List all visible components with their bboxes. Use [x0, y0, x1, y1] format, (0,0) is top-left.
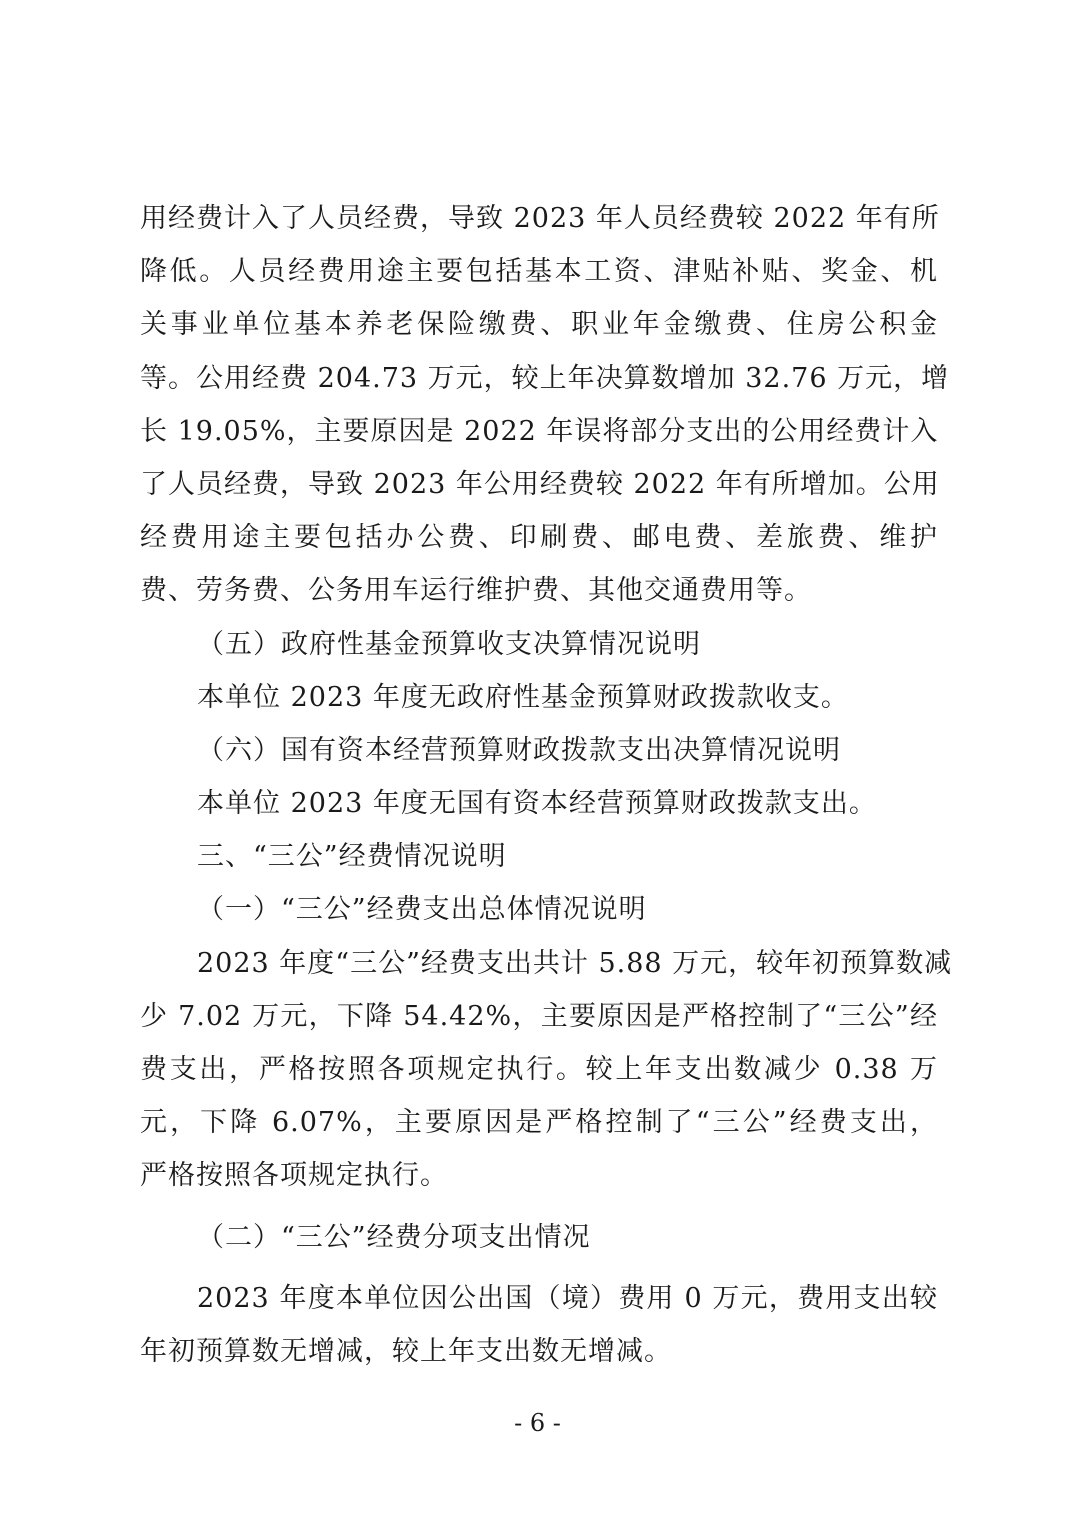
paragraph-line: 降低。人员经费用途主要包括基本工资、津贴补贴、奖金、机 — [140, 256, 938, 288]
section-heading: （一）“三公”经费支出总体情况说明 — [197, 894, 647, 926]
paragraph-line: 费、劳务费、公务用车运行维护费、其他交通费用等。 — [140, 575, 812, 607]
paragraph-line: 2023 年度“三公”经费支出共计 5.88 万元，较年初预算数减 — [197, 947, 953, 979]
section-heading: （二）“三公”经费分项支出情况 — [197, 1221, 591, 1253]
paragraph-line: 本单位 2023 年度无国有资本经营预算财政拨款支出。 — [197, 788, 877, 820]
section-heading: （五）政府性基金预算收支决算情况说明 — [197, 628, 701, 660]
paragraph-line: 长 19.05%，主要原因是 2022 年误将部分支出的公用经费计入 — [140, 415, 939, 447]
paragraph-line: 经费用途主要包括办公费、印刷费、邮电费、差旅费、维护 — [140, 522, 938, 554]
paragraph-line: 2023 年度本单位因公出国（境）费用 0 万元，费用支出较 — [197, 1282, 938, 1314]
paragraph-line: 本单位 2023 年度无政府性基金预算财政拨款收支。 — [197, 681, 849, 713]
paragraph-line: 用经费计入了人员经费，导致 2023 年人员经费较 2022 年有所 — [140, 203, 940, 234]
paragraph-line: 费支出，严格按照各项规定执行。较上年支出数减少 0.38 万 — [140, 1054, 938, 1085]
paragraph-gap — [140, 1203, 938, 1211]
paragraph-line: 了人员经费，导致 2023 年公用经费较 2022 年有所增加。公用 — [140, 468, 940, 500]
paragraph-line: 等。公用经费 204.73 万元，较上年决算数增加 32.76 万元，增 — [140, 362, 950, 394]
paragraph-line: 年初预算数无增减，较上年支出数无增减。 — [140, 1335, 672, 1367]
paragraph-line: 少 7.02 万元，下降 54.42%，主要原因是严格控制了“三公”经 — [140, 1000, 938, 1032]
chapter-heading: 三、“三公”经费情况说明 — [197, 841, 507, 873]
paragraph-gap — [140, 1264, 938, 1272]
document-body — [140, 192, 953, 1378]
paragraph-line: 元，下降 6.07%，主要原因是严格控制了“三公”经费支出， — [140, 1107, 938, 1139]
page-number: - 6 - — [514, 1409, 561, 1437]
section-heading: （六）国有资本经营预算财政拨款支出决算情况说明 — [197, 734, 841, 766]
paragraph-line: 关事业单位基本养老保险缴费、职业年金缴费、住房公积金 — [140, 309, 938, 341]
paragraph-line: 严格按照各项规定执行。 — [140, 1160, 448, 1192]
